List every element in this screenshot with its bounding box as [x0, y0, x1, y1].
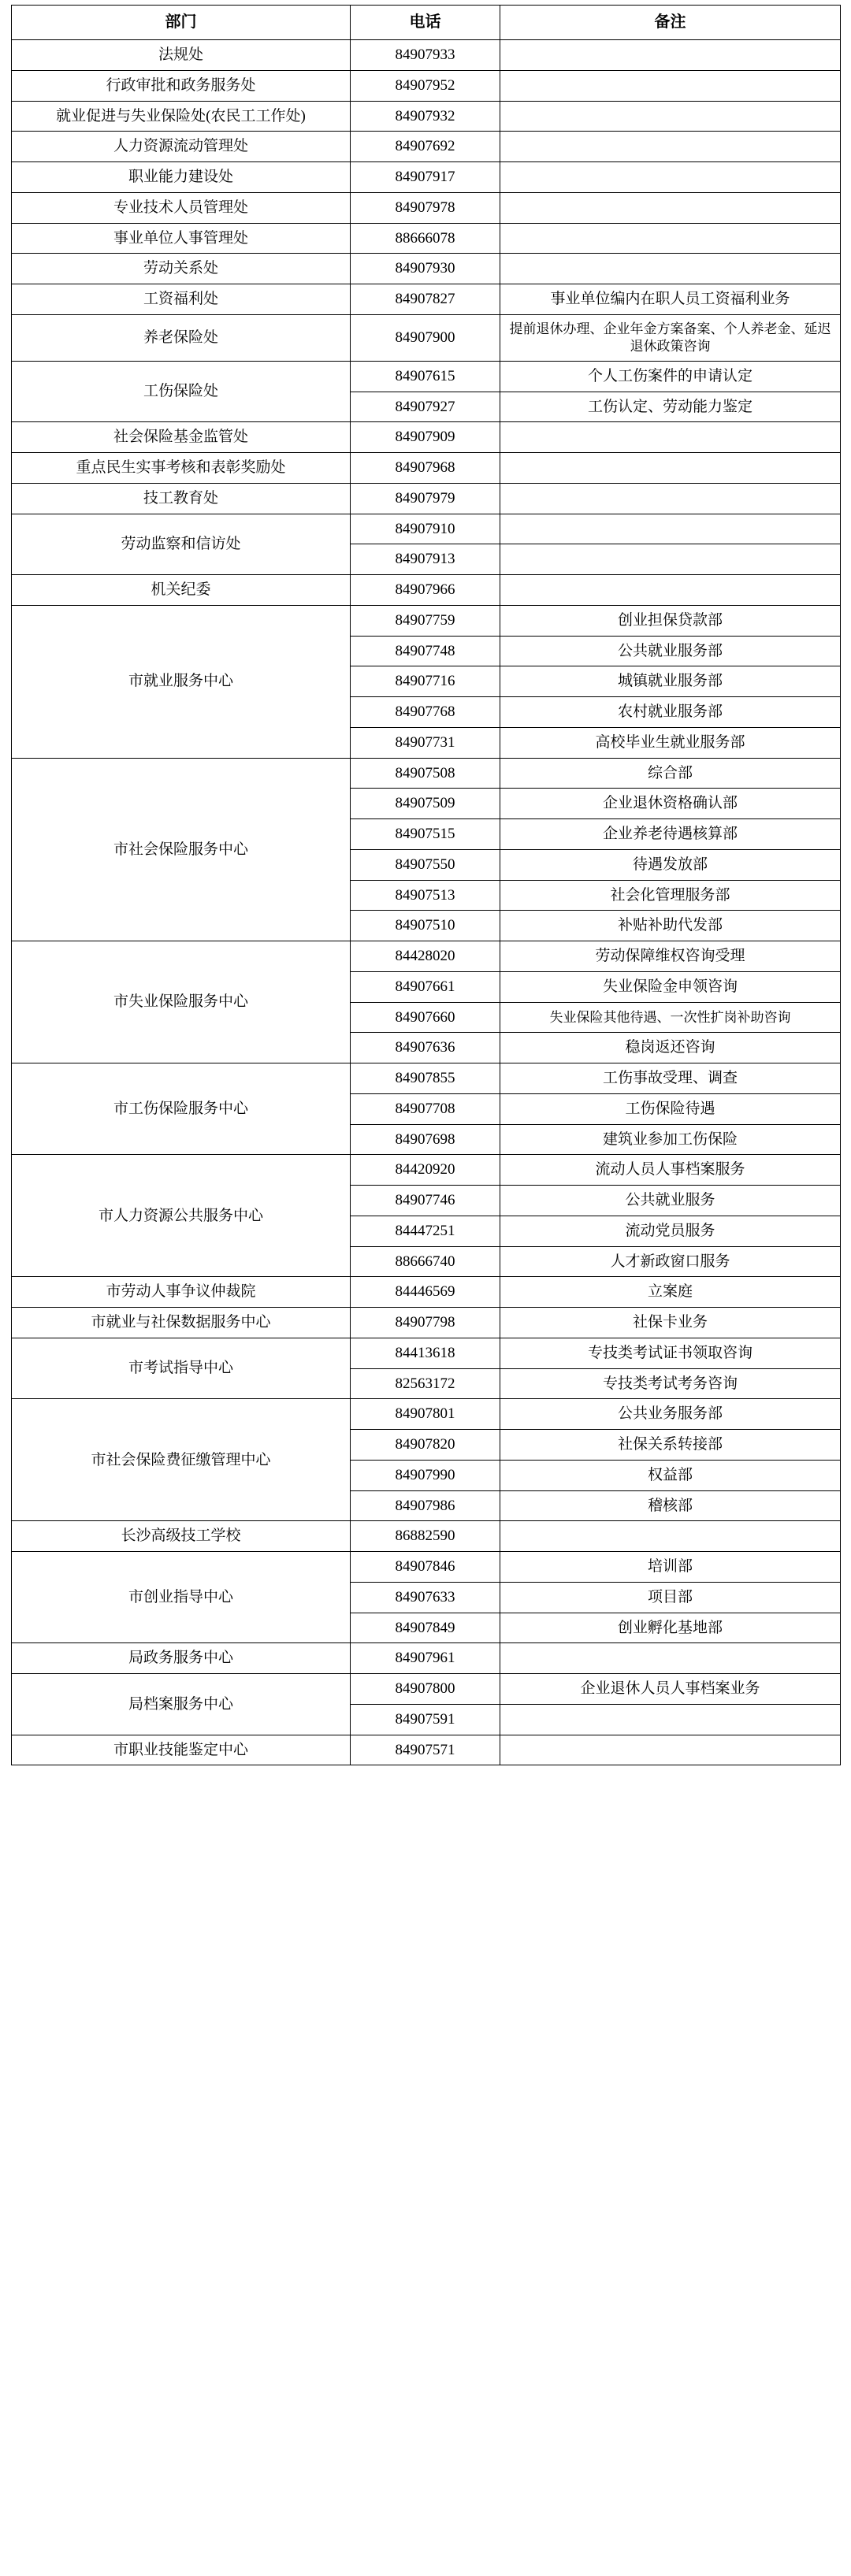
table-row: [12, 223, 841, 254]
cell-phone: 84907746: [351, 1186, 500, 1216]
cell-phone: 84907933: [351, 40, 500, 71]
cell-department: 技工教育处: [12, 483, 351, 514]
cell-phone: 84907692: [351, 132, 500, 162]
cell-note: 失业保险金申领咨询: [500, 971, 841, 1002]
cell-note: 建筑业参加工伤保险: [500, 1124, 841, 1155]
cell-note: [500, 1521, 841, 1552]
department-phone-table: [11, 5, 841, 1765]
cell-phone: 84907855: [351, 1063, 500, 1094]
cell-phone: 84907990: [351, 1460, 500, 1490]
table-row: [12, 314, 841, 361]
cell-department: 职业能力建设处: [12, 162, 351, 193]
table-row: [12, 422, 841, 453]
cell-phone: 84907849: [351, 1613, 500, 1643]
cell-department: 工伤保险处: [12, 361, 351, 422]
cell-note: 综合部: [500, 758, 841, 789]
cell-phone: 84907716: [351, 666, 500, 697]
cell-phone: 82563172: [351, 1368, 500, 1399]
cell-note: [500, 192, 841, 223]
table-row: [12, 162, 841, 193]
cell-note: [500, 254, 841, 284]
cell-note: 企业退休人员人事档案业务: [500, 1674, 841, 1705]
cell-phone: 84907917: [351, 162, 500, 193]
cell-note: 企业养老待遇核算部: [500, 819, 841, 850]
cell-department: 长沙高级技工学校: [12, 1521, 351, 1552]
cell-phone: 86882590: [351, 1521, 500, 1552]
cell-phone: 84447251: [351, 1216, 500, 1246]
table-row: [12, 483, 841, 514]
cell-note: 劳动保障维权咨询受理: [500, 941, 841, 972]
cell-department: 养老保险处: [12, 314, 351, 361]
cell-department: 市社会保险费征缴管理中心: [12, 1399, 351, 1521]
cell-phone: 84907820: [351, 1430, 500, 1461]
cell-department: 市社会保险服务中心: [12, 758, 351, 941]
cell-note: 提前退休办理、企业年金方案备案、个人养老金、延迟退休政策咨询: [500, 314, 841, 361]
cell-phone: 84907966: [351, 575, 500, 606]
cell-note: [500, 575, 841, 606]
cell-phone: 84907509: [351, 789, 500, 819]
table-row: [12, 1155, 841, 1186]
cell-note: 流动党员服务: [500, 1216, 841, 1246]
cell-note: 工伤保险待遇: [500, 1093, 841, 1124]
cell-note: 工伤认定、劳动能力鉴定: [500, 392, 841, 422]
cell-note: 立案庭: [500, 1277, 841, 1308]
cell-phone: 84907798: [351, 1308, 500, 1338]
cell-phone: 84907768: [351, 697, 500, 728]
cell-note: [500, 132, 841, 162]
column-header-note: 备注: [500, 6, 841, 40]
table-row: [12, 1674, 841, 1705]
table-row: [12, 70, 841, 101]
cell-phone: 84907961: [351, 1643, 500, 1674]
cell-phone: 84907513: [351, 880, 500, 911]
cell-note: [500, 544, 841, 575]
cell-note: 流动人员人事档案服务: [500, 1155, 841, 1186]
cell-note: [500, 101, 841, 132]
table-row: [12, 1552, 841, 1583]
cell-note: [500, 422, 841, 453]
table-header-row: [12, 6, 841, 40]
cell-note: 公共就业服务: [500, 1186, 841, 1216]
cell-note: 事业单位编内在职人员工资福利业务: [500, 284, 841, 315]
cell-phone: 88666740: [351, 1246, 500, 1277]
cell-department: 人力资源流动管理处: [12, 132, 351, 162]
cell-phone: 84907759: [351, 605, 500, 636]
cell-department: 市就业服务中心: [12, 605, 351, 758]
table-row: [12, 132, 841, 162]
cell-department: 市工伤保险服务中心: [12, 1063, 351, 1155]
cell-phone: 84907731: [351, 727, 500, 758]
table-row: [12, 192, 841, 223]
cell-note: 稳岗返还咨询: [500, 1033, 841, 1063]
table-row: [12, 40, 841, 71]
cell-phone: 84907952: [351, 70, 500, 101]
cell-note: 人才新政窗口服务: [500, 1246, 841, 1277]
table-row: [12, 605, 841, 636]
cell-phone: 84907932: [351, 101, 500, 132]
cell-phone: 84907591: [351, 1704, 500, 1735]
cell-department: 市就业与社保数据服务中心: [12, 1308, 351, 1338]
table-row: [12, 1735, 841, 1765]
table-row: [12, 361, 841, 392]
cell-phone: 84907698: [351, 1124, 500, 1155]
cell-note: 专技类考试证书领取咨询: [500, 1338, 841, 1368]
column-header-department: 部门: [12, 6, 351, 40]
table-row: [12, 575, 841, 606]
cell-note: [500, 483, 841, 514]
cell-note: [500, 1643, 841, 1674]
cell-note: [500, 1704, 841, 1735]
cell-department: 社会保险基金监管处: [12, 422, 351, 453]
cell-department: 市劳动人事争议仲裁院: [12, 1277, 351, 1308]
cell-note: 社保关系转接部: [500, 1430, 841, 1461]
cell-note: 农村就业服务部: [500, 697, 841, 728]
cell-phone: 84907550: [351, 849, 500, 880]
cell-department: 法规处: [12, 40, 351, 71]
cell-phone: 84413618: [351, 1338, 500, 1368]
cell-note: 个人工伤案件的申请认定: [500, 361, 841, 392]
table-row: [12, 1643, 841, 1674]
cell-department: 劳动监察和信访处: [12, 514, 351, 575]
cell-phone: 84907910: [351, 514, 500, 544]
table-row: [12, 101, 841, 132]
cell-note: [500, 514, 841, 544]
table-row: [12, 1308, 841, 1338]
cell-department: 事业单位人事管理处: [12, 223, 351, 254]
cell-phone: 84907979: [351, 483, 500, 514]
cell-phone: 84446569: [351, 1277, 500, 1308]
cell-phone: 84907661: [351, 971, 500, 1002]
cell-note: 高校毕业生就业服务部: [500, 727, 841, 758]
cell-phone: 84907800: [351, 1674, 500, 1705]
table-body: [12, 40, 841, 1765]
cell-note: [500, 40, 841, 71]
cell-phone: 88666078: [351, 223, 500, 254]
cell-note: 社会化管理服务部: [500, 880, 841, 911]
cell-phone: 84907633: [351, 1582, 500, 1613]
cell-note: 城镇就业服务部: [500, 666, 841, 697]
cell-department: 专业技术人员管理处: [12, 192, 351, 223]
cell-phone: 84907900: [351, 314, 500, 361]
cell-department: 市创业指导中心: [12, 1552, 351, 1643]
cell-note: [500, 453, 841, 484]
cell-phone: 84907571: [351, 1735, 500, 1765]
cell-phone: 84907927: [351, 392, 500, 422]
cell-note: 专技类考试考务咨询: [500, 1368, 841, 1399]
cell-phone: 84907801: [351, 1399, 500, 1430]
cell-department: 局档案服务中心: [12, 1674, 351, 1735]
cell-note: 失业保险其他待遇、一次性扩岗补助咨询: [500, 1002, 841, 1033]
cell-note: [500, 223, 841, 254]
cell-department: 工资福利处: [12, 284, 351, 315]
table-row: [12, 284, 841, 315]
cell-phone: 84907978: [351, 192, 500, 223]
cell-department: 重点民生实事考核和表彰奖励处: [12, 453, 351, 484]
cell-note: [500, 70, 841, 101]
cell-phone: 84907846: [351, 1552, 500, 1583]
cell-phone: 84907909: [351, 422, 500, 453]
cell-note: 培训部: [500, 1552, 841, 1583]
cell-note: 待遇发放部: [500, 849, 841, 880]
cell-department: 市职业技能鉴定中心: [12, 1735, 351, 1765]
table-row: [12, 1063, 841, 1094]
column-header-phone: 电话: [351, 6, 500, 40]
table-row: [12, 1399, 841, 1430]
table-row: [12, 941, 841, 972]
cell-note: 企业退休资格确认部: [500, 789, 841, 819]
cell-phone: 84907508: [351, 758, 500, 789]
cell-phone: 84907748: [351, 636, 500, 666]
table-head: [12, 6, 841, 40]
cell-phone: 84907510: [351, 911, 500, 941]
cell-phone: 84907986: [351, 1490, 500, 1521]
cell-phone: 84907827: [351, 284, 500, 315]
cell-note: 工伤事故受理、调查: [500, 1063, 841, 1094]
cell-note: 补贴补助代发部: [500, 911, 841, 941]
cell-note: [500, 162, 841, 193]
cell-department: 市考试指导中心: [12, 1338, 351, 1399]
cell-phone: 84428020: [351, 941, 500, 972]
cell-phone: 84420920: [351, 1155, 500, 1186]
cell-phone: 84907913: [351, 544, 500, 575]
table-row: [12, 254, 841, 284]
cell-note: 项目部: [500, 1582, 841, 1613]
cell-note: 公共就业服务部: [500, 636, 841, 666]
cell-phone: 84907515: [351, 819, 500, 850]
cell-department: 就业促进与失业保险处(农民工工作处): [12, 101, 351, 132]
cell-note: [500, 1735, 841, 1765]
cell-department: 局政务服务中心: [12, 1643, 351, 1674]
table-row: [12, 758, 841, 789]
cell-department: 市失业保险服务中心: [12, 941, 351, 1063]
cell-department: 行政审批和政务服务处: [12, 70, 351, 101]
table-row: [12, 514, 841, 544]
cell-department: 劳动关系处: [12, 254, 351, 284]
cell-department: 市人力资源公共服务中心: [12, 1155, 351, 1277]
cell-note: 创业担保贷款部: [500, 605, 841, 636]
cell-note: 权益部: [500, 1460, 841, 1490]
cell-department: 机关纪委: [12, 575, 351, 606]
cell-note: 稽核部: [500, 1490, 841, 1521]
cell-phone: 84907930: [351, 254, 500, 284]
cell-phone: 84907660: [351, 1002, 500, 1033]
cell-phone: 84907708: [351, 1093, 500, 1124]
cell-phone: 84907636: [351, 1033, 500, 1063]
table-row: [12, 1338, 841, 1368]
cell-phone: 84907968: [351, 453, 500, 484]
table-row: [12, 1521, 841, 1552]
table-row: [12, 453, 841, 484]
cell-note: 社保卡业务: [500, 1308, 841, 1338]
table-row: [12, 1277, 841, 1308]
cell-note: 创业孵化基地部: [500, 1613, 841, 1643]
cell-note: 公共业务服务部: [500, 1399, 841, 1430]
cell-phone: 84907615: [351, 361, 500, 392]
